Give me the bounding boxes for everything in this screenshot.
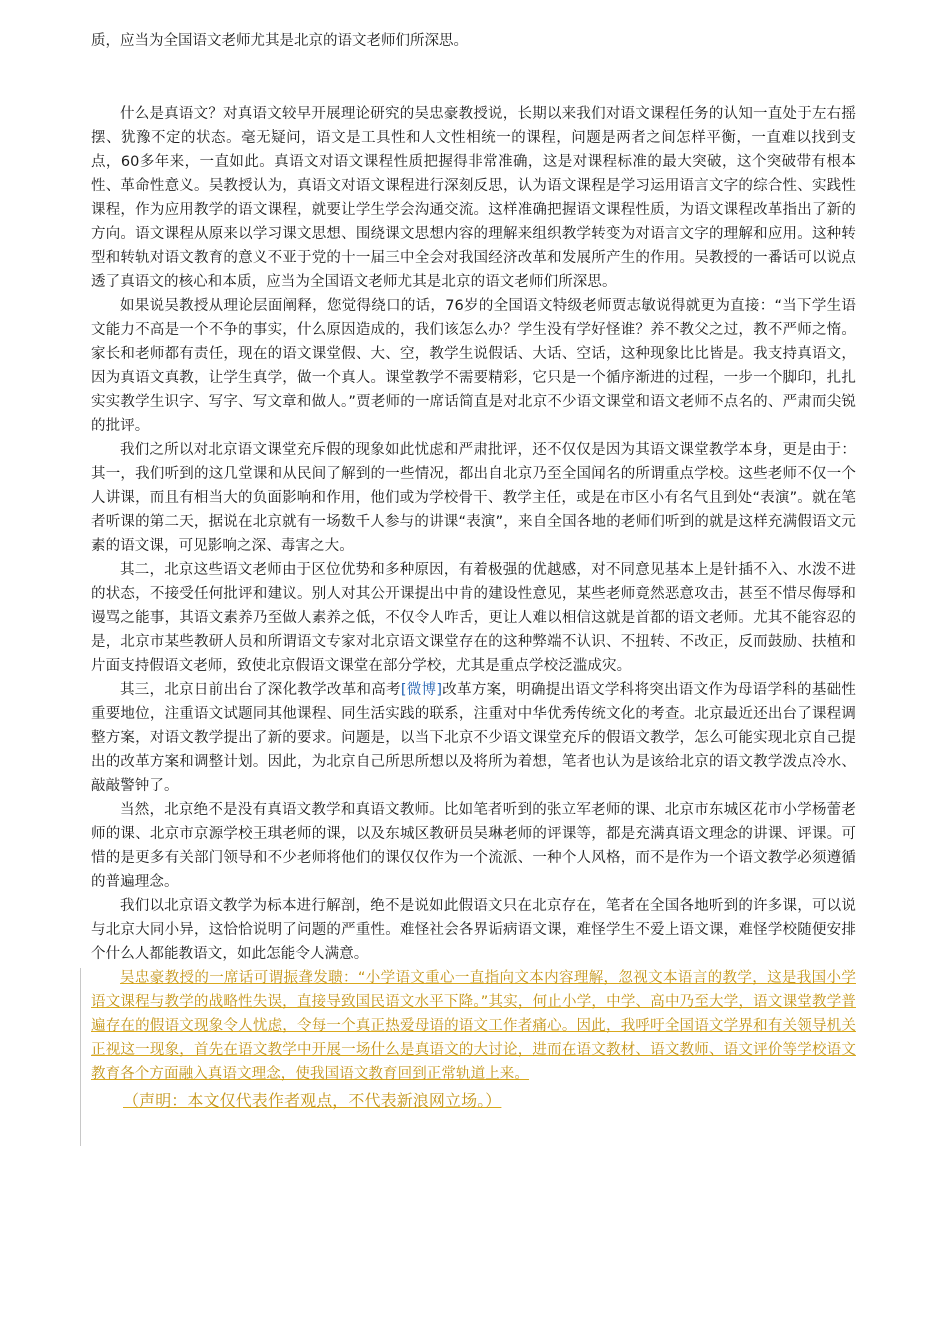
weibo-link[interactable]: [微博] bbox=[400, 682, 443, 698]
article-body bbox=[91, 0, 856, 1113]
continued-text-line: 质，应当为全国语文老师尤其是北京的语文老师们所深思。 bbox=[91, 33, 468, 49]
paragraph-5-before: 其三，北京日前出台了深化教学改革和高考 bbox=[120, 682, 401, 698]
revision-bar bbox=[80, 968, 81, 1146]
paragraph-6: 当然，北京绝不是没有真语文教学和真语文教师。比如笔者听到的张立军老师的课、北京市东城区花市小学杨蕾老师的课、北京市京源学校王琪老师的课，以及东城区教研员吴琳老师的评课等，都是充满真语文理念的讲课、评课。可惜的是更多有关部门领导和不少老师将他们的课仅仅作为一个流派、一种个人风格，而不是作为一个语文教学必须遵循的普遍理念。 bbox=[91, 802, 856, 890]
paragraph-1: 什么是真语文？对真语文较早开展理论研究的吴忠豪教授说，长期以来我们对语文课程任务的认知一直处于左右摇摆、犹豫不定的状态。毫无疑问，语文是工具性和人文性相统一的课程，问题是两者之间怎样平衡，一直难以找到支点，60多年来，一直如此。真语文对语文课程性质把握得非常准确，这是对课程标准的最大突破，这个突破带有根本性、革命性意义。吴教授认为，真语文对语文课程进行深刻反思，认为语文课程是学习运用语言文字的综合性、实践性课程，作为应用教学的语文课程，就要让学生学会沟通交流。这样准确把握语文课程性质，为语文课程改革指出了新的方向。语文课程从原来以学习课文思想、围绕课文思想内容的理解来组织教学转变为对语言文字的理解和应用。这种转型和转轨对语文教育的意义不亚于党的十一届三中全会对我国经济改革和发展所产生的作用。吴教授的一番话可以说点透了真语文的核心和本质，应当为全国语文老师尤其是北京的语文老师们所深思。 bbox=[91, 106, 856, 290]
highlighted-paragraph: 吴忠豪教授的一席话可谓振聋发聩：“小学语文重心一直指向文本内容理解，忽视文本语言的教学，这是我国小学语文课程与教学的战略性失误，直接导致国民语文水平下降。”其实，何止小学，中学、高中乃至大学，语文课堂教学普遍存在的假语文现象令人忧虑，令每一个真正热爱母语的语文工作者痛心。因此，我呼吁全国语文学界和有关领导机关正视这一现象，首先在语文教学中开展一场什么是真语文的大讨论，进而在语文教材、语文教师、语文评价等学校语文教育各个方面融入真语文理念，使我国语文教育回到正常轨道上来。 bbox=[91, 970, 856, 1082]
disclaimer-statement: （声明：本文仅代表作者观点，不代表新浪网立场。） bbox=[123, 1091, 502, 1110]
paragraph-5 bbox=[91, 678, 856, 798]
paragraph-7: 我们以北京语文教学为标本进行解剖，绝不是说如此假语文只在北京存在，笔者在全国各地听到的许多课，可以说与北京大同小异，这恰恰说明了问题的严重性。难怪社会各界诟病语文课，难怪学生不爱上语文课，难怪学校随便安排个什么人都能教语文，如此怎能令人满意。 bbox=[91, 898, 856, 962]
paragraph-5-after: 改革方案，明确提出语文学科将突出语文作为母语学科的基础性重要地位，注重语文试题同其他课程、同生活实践的联系，注重对中华优秀传统文化的考查。北京最近还出台了课程调整方案，对语文教学提出了新的要求。问题是，以当下北京不少语文课堂充斥的假语文教学，怎么可能实现北京自己提出的改革方案和调整计划。因此，为北京自己所思所想以及将所为着想，笔者也认为是该给北京的语文教学泼点冷水、敲敲警钟了。 bbox=[91, 682, 856, 794]
paragraph-2: 如果说吴教授从理论层面阐释，您觉得绕口的话，76岁的全国语文特级老师贾志敏说得就更为直接：“当下学生语文能力不高是一个不争的事实，什么原因造成的，我们该怎么办？学生没有学好怪谁？养不教父之过，教不严师之惰。家长和老师都有责任，现在的语文课堂假、大、空，教学生说假话、大话、空话，这种现象比比皆是。我支持真语文，因为真语文真教，让学生真学，做一个真人。课堂教学不需要精彩，它只是一个循序渐进的过程，一步一个脚印，扎扎实实教学生识字、写字、写文章和做人。”贾老师的一席话简直是对北京不少语文课堂和语文老师不点名的、严肃而尖锐的批评。 bbox=[91, 298, 856, 434]
paragraph-3: 我们之所以对北京语文课堂充斥假的现象如此忧虑和严肃批评，还不仅仅是因为其语文课堂教学本身，更是由于：其一，我们听到的这几堂课和从民间了解到的一些情况，都出自北京乃至全国闻名的所谓重点学校。这些老师不仅一个人讲课，而且有相当大的负面影响和作用，他们或为学校骨干、教学主任，或是在市区小有名气且到处“表演”。就在笔者听课的第二天，据说在北京就有一场数千人参与的讲课“表演”，来自全国各地的老师们听到的就是这样充满假语文元素的语文课，可见影响之深、毒害之大。 bbox=[91, 442, 856, 554]
paragraph-4: 其二，北京这些语文老师由于区位优势和多种原因，有着极强的优越感，对不同意见基本上是针插不入、水泼不进的状态，不接受任何批评和建议。别人对其公开课提出中肯的建设性意见，某些老师竟然恶意攻击，甚至不惜尽侮辱和谩骂之能事，其语文素养乃至做人素养之低，不仅令人咋舌，更让人难以相信这就是首都的语文老师。尤其不能容忍的是，北京市某些教研人员和所谓语文专家对北京语文课堂存在的这种弊端不认识、不扭转、不改正，反而鼓励、扶植和片面支持假语文老师，致使北京假语文课堂在部分学校，尤其是重点学校泛滥成灾。 bbox=[91, 562, 856, 674]
